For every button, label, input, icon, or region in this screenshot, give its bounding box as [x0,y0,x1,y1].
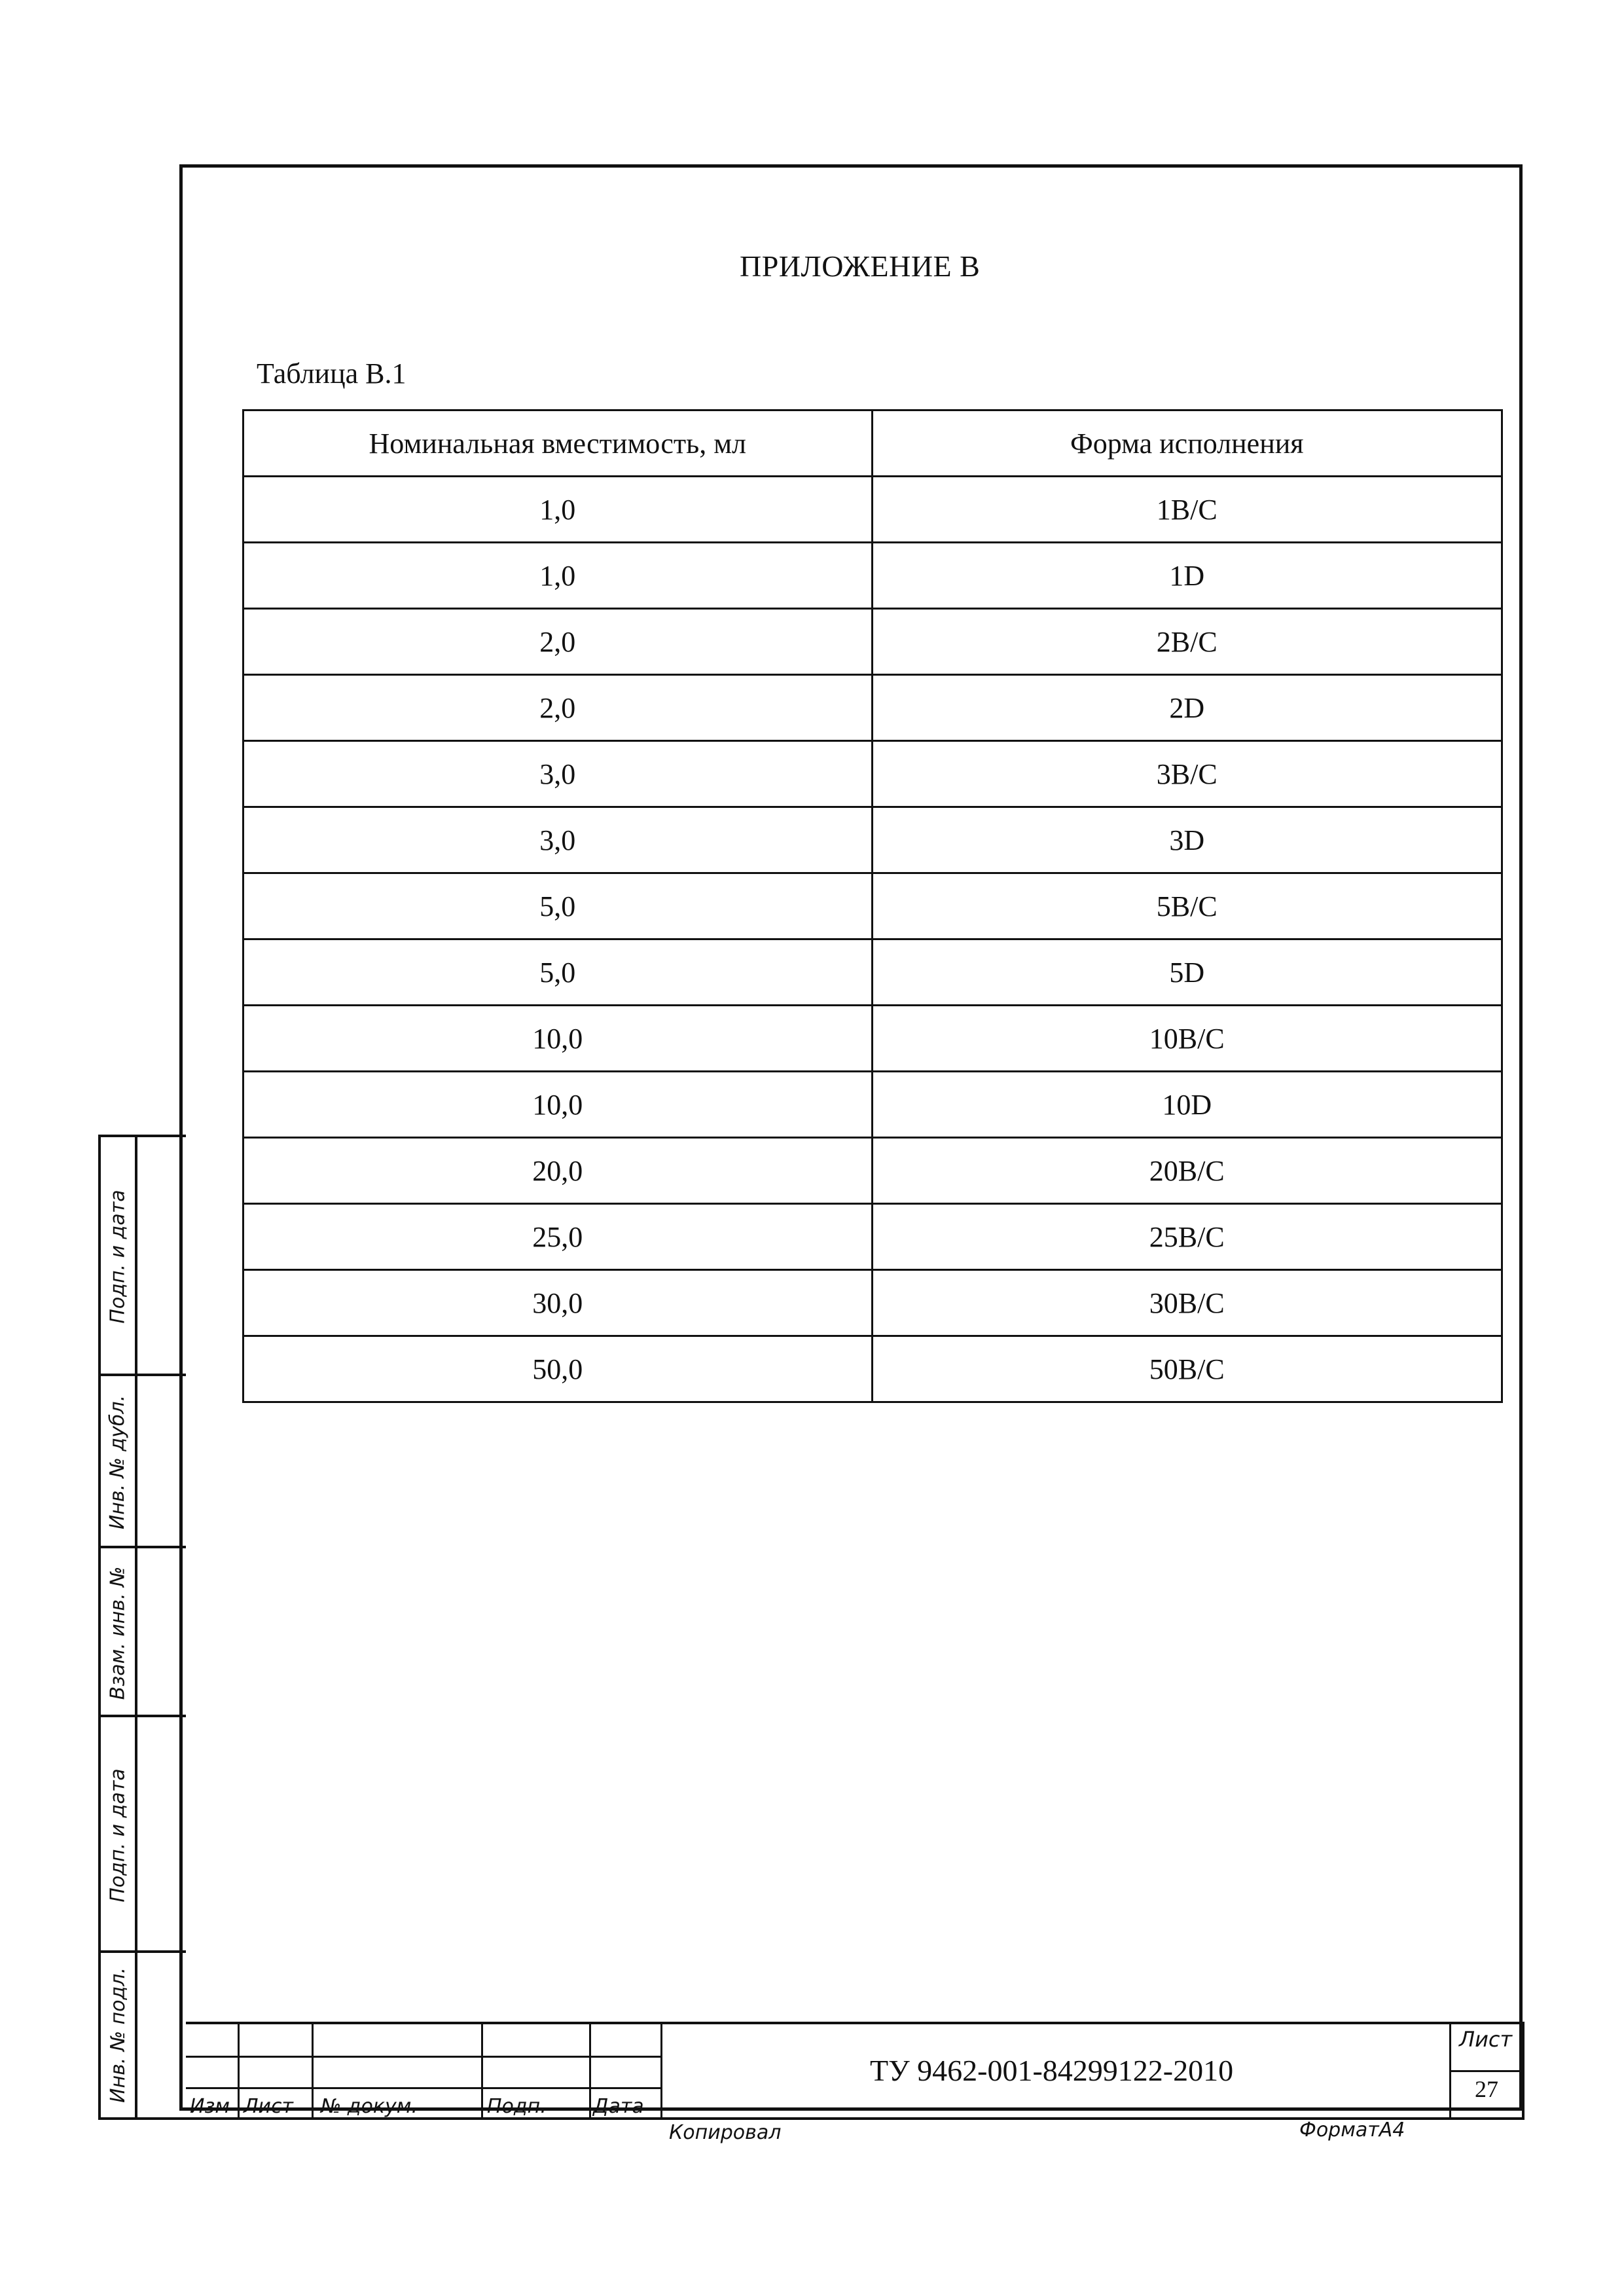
table-row [244,477,1502,543]
form-cell: 10В/С [872,1006,1502,1072]
table-row [244,1138,1502,1204]
capacity-cell: 2,0 [244,675,873,741]
capacity-cell: 25,0 [244,1204,873,1270]
capacity-cell: 3,0 [244,741,873,807]
side-label-dup-inv: Инв. № дубл. [106,1394,130,1530]
label-doc-number: № докум. [321,2095,418,2118]
document-code: ТУ 9462-001-84299122-2010 [870,2054,1234,2087]
side-label-sign-date-1: Подп. и дата [106,1190,130,1324]
sheet-label: Лист [1459,2027,1513,2052]
appendix-title: ПРИЛОЖЕНИЕ В [740,249,981,283]
capacity-table [242,409,1503,1403]
table-row [244,1336,1502,1402]
footer-format: ФорматА4 [1299,2119,1405,2141]
table-row [244,1072,1502,1138]
form-cell: 1В/С [872,477,1502,543]
capacity-cell: 50,0 [244,1336,873,1402]
table-row [244,609,1502,675]
table-row [244,675,1502,741]
label-change: Изм [190,2095,230,2118]
sheet-number: 27 [1475,2076,1498,2102]
capacity-cell: 5,0 [244,939,873,1006]
table-row [244,939,1502,1006]
form-cell: 50В/С [872,1336,1502,1402]
sheet-box [1449,2024,1522,2117]
form-cell: 2D [872,675,1502,741]
table-row [244,1006,1502,1072]
form-cell: 3D [872,807,1502,873]
form-cell: 30В/С [872,1270,1502,1336]
form-cell: 20В/С [872,1138,1502,1204]
header-capacity: Номинальная вместимость, мл [244,410,873,477]
form-cell: 10D [872,1072,1502,1138]
footer-copied: Копировал [669,2121,782,2144]
label-date: Дата [593,2095,644,2118]
side-label-orig-inv: Инв. № подл. [106,1967,130,2103]
table-caption: Таблица В.1 [257,357,406,390]
table-row [244,1270,1502,1336]
table-row [244,873,1502,939]
title-block [186,2022,1525,2120]
label-signature: Подп. [487,2095,547,2118]
form-cell: 2В/С [872,609,1502,675]
side-label-replace-inv: Взам. инв. № [106,1566,130,1700]
capacity-cell: 5,0 [244,873,873,939]
capacity-cell: 1,0 [244,543,873,609]
form-cell: 5В/С [872,873,1502,939]
table-row [244,1204,1502,1270]
form-cell: 1D [872,543,1502,609]
capacity-cell: 1,0 [244,477,873,543]
table-row [244,543,1502,609]
capacity-cell: 10,0 [244,1006,873,1072]
capacity-cell: 2,0 [244,609,873,675]
table-row [244,741,1502,807]
table-row [244,807,1502,873]
label-sheet: Лист [244,2095,294,2118]
header-form: Форма исполнения [872,410,1502,477]
form-cell: 25В/С [872,1204,1502,1270]
side-stamp [98,1135,186,2120]
form-cell: 5D [872,939,1502,1006]
capacity-cell: 30,0 [244,1270,873,1336]
capacity-cell: 3,0 [244,807,873,873]
side-label-sign-date-2: Подп. и дата [106,1768,130,1903]
form-cell: 3В/С [872,741,1502,807]
capacity-cell: 20,0 [244,1138,873,1204]
table-header-row [244,410,1502,477]
capacity-cell: 10,0 [244,1072,873,1138]
